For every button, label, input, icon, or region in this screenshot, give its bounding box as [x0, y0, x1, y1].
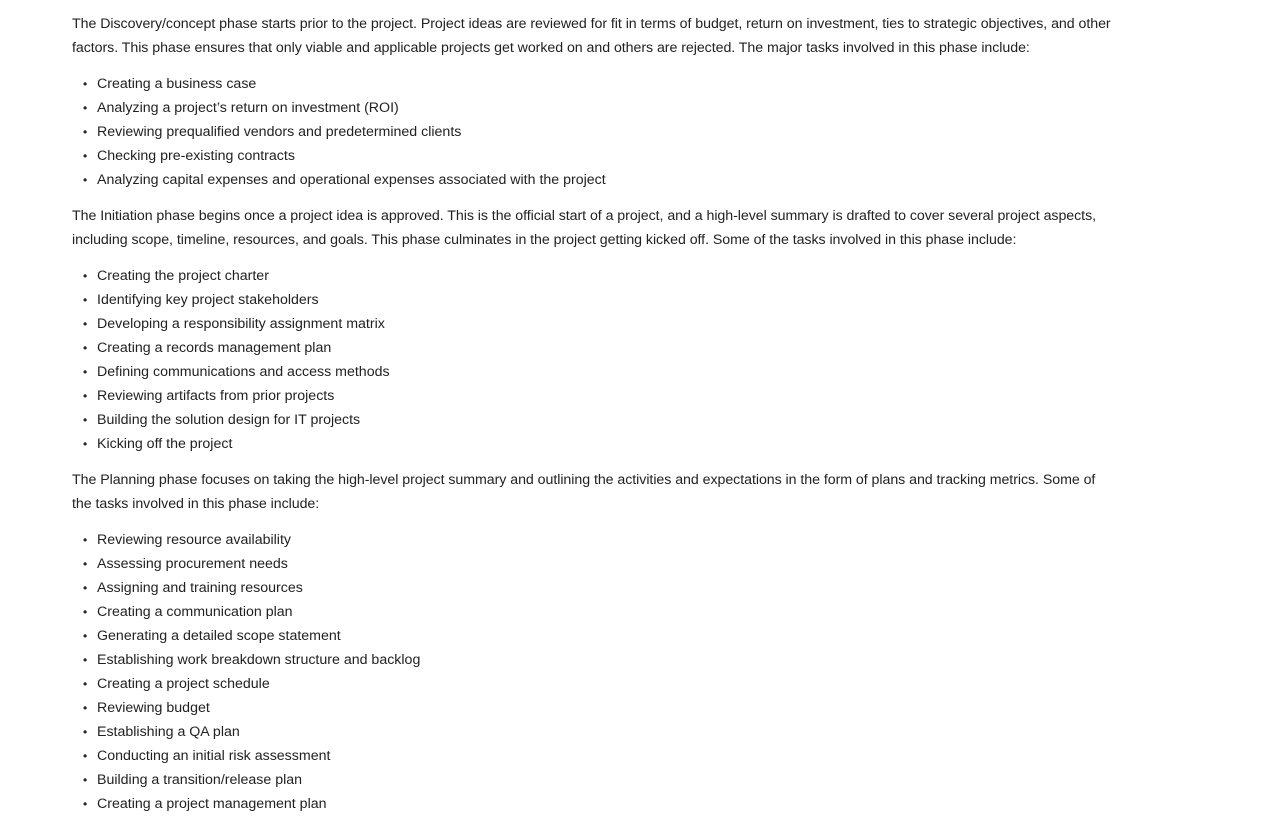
list-item-text: Analyzing capital expenses and operational expenses associated with the project: [97, 172, 606, 188]
bullet-icon: •: [83, 389, 88, 403]
list-item: [83, 336, 1112, 360]
bullet-icon: •: [83, 317, 88, 331]
list-item: [83, 624, 1112, 648]
bullet-icon: •: [83, 629, 88, 643]
bullet-icon: •: [83, 581, 88, 595]
bullet-icon: •: [83, 413, 88, 427]
list-item-text: Assigning and training resources: [97, 580, 303, 596]
list-item: [83, 264, 1112, 288]
list-item-text: Reviewing resource availability: [97, 532, 291, 548]
bullet-icon: •: [83, 701, 88, 715]
list-item: [83, 408, 1112, 432]
list-item-text: Establishing work breakdown structure and backlog: [97, 652, 421, 668]
list-item-text: Creating a project schedule: [97, 676, 270, 692]
list-item-text: Assessing procurement needs: [97, 556, 288, 572]
list-item: [83, 360, 1112, 384]
list-item: [83, 384, 1112, 408]
bullet-icon: •: [83, 77, 88, 91]
list-item: [83, 96, 1112, 120]
bullet-icon: •: [83, 173, 88, 187]
discovery-phase-task-list: [72, 72, 1112, 192]
list-item: [83, 288, 1112, 312]
list-item: [83, 648, 1112, 672]
list-item: [83, 552, 1112, 576]
list-item: [83, 720, 1112, 744]
list-item: [83, 312, 1112, 336]
list-item-text: Establishing a QA plan: [97, 724, 240, 740]
list-item: [83, 120, 1112, 144]
bullet-icon: •: [83, 533, 88, 547]
list-item-text: Creating a business case: [97, 76, 257, 92]
list-item-text: Reviewing budget: [97, 700, 210, 716]
list-item-text: Creating a communication plan: [97, 604, 293, 620]
list-item-text: Creating the project charter: [97, 268, 269, 284]
list-item: [83, 528, 1112, 552]
bullet-icon: •: [83, 677, 88, 691]
bullet-icon: •: [83, 365, 88, 379]
planning-phase-paragraph: The Planning phase focuses on taking the high-level project summary and outlining the activities and expectations in the form of plans and tracking metrics. Some of the tasks involved in this phase include:: [72, 472, 1096, 512]
bullet-icon: •: [83, 797, 88, 811]
bullet-icon: •: [83, 725, 88, 739]
bullet-icon: •: [83, 557, 88, 571]
list-item-text: Kicking off the project: [97, 436, 233, 452]
list-item-text: Building the solution design for IT projects: [97, 412, 361, 428]
list-item-text: Creating a records management plan: [97, 340, 332, 356]
list-item-text: Checking pre-existing contracts: [97, 148, 295, 164]
list-item: [83, 432, 1112, 456]
bullet-icon: •: [83, 437, 88, 451]
list-item: [83, 792, 1112, 816]
planning-phase-task-list: [72, 528, 1112, 816]
bullet-icon: •: [83, 341, 88, 355]
list-item-text: Analyzing a project’s return on investment (ROI): [97, 100, 399, 116]
list-item-text: Defining communications and access methods: [97, 364, 390, 380]
list-item: [83, 72, 1112, 96]
bullet-icon: •: [83, 653, 88, 667]
list-item-text: Reviewing prequalified vendors and predetermined clients: [97, 124, 462, 140]
list-item-text: Conducting an initial risk assessment: [97, 748, 331, 764]
bullet-icon: •: [83, 149, 88, 163]
list-item: [83, 600, 1112, 624]
list-item-text: Identifying key project stakeholders: [97, 292, 319, 308]
bullet-icon: •: [83, 125, 88, 139]
list-item: [83, 144, 1112, 168]
list-item: [83, 168, 1112, 192]
bullet-icon: •: [83, 605, 88, 619]
list-item-text: Generating a detailed scope statement: [97, 628, 341, 644]
list-item-text: Developing a responsibility assignment matrix: [97, 316, 385, 332]
list-item: [83, 768, 1112, 792]
bullet-icon: •: [83, 749, 88, 763]
list-item: [83, 744, 1112, 768]
initiation-phase-paragraph: The Initiation phase begins once a project idea is approved. This is the official start of a project, and a high-level summary is drafted to cover several project aspects, including scope, timeline, resources, and goals. This phase culminates in the project getting kicked off. Some of the tasks involved in this phase include:: [72, 208, 1097, 248]
list-item: [83, 576, 1112, 600]
list-item-text: Creating a project management plan: [97, 796, 327, 812]
bullet-icon: •: [83, 293, 88, 307]
discovery-phase-paragraph: The Discovery/concept phase starts prior to the project. Project ideas are reviewed for fit in terms of budget, return on investment, ties to strategic objectives, and other factors. This phase ensures that only viable and applicable projects get worked on and others are rejected. The major tasks involved in this phase include:: [72, 16, 1111, 56]
list-item: [83, 696, 1112, 720]
bullet-icon: •: [83, 773, 88, 787]
bullet-icon: •: [83, 269, 88, 283]
list-item-text: Building a transition/release plan: [97, 772, 303, 788]
bullet-icon: •: [83, 101, 88, 115]
initiation-phase-task-list: [72, 264, 1112, 456]
list-item: [83, 672, 1112, 696]
list-item-text: Reviewing artifacts from prior projects: [97, 388, 335, 404]
